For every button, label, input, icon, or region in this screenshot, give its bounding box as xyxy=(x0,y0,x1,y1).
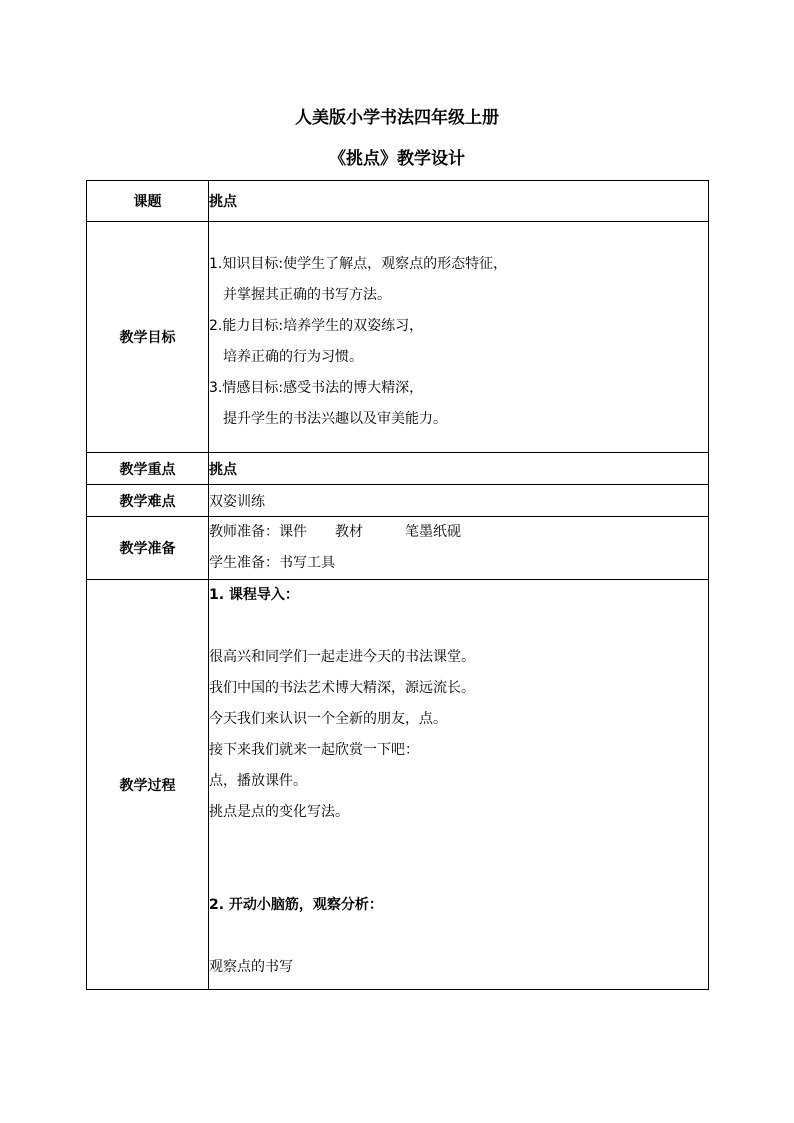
process-line: 今天我们来认识一个全新的朋友，点。 xyxy=(209,711,447,727)
key-point-value: 挑点 xyxy=(209,453,709,485)
blank-line xyxy=(209,921,708,952)
table-row-topic xyxy=(87,181,709,222)
goal-line: 2.能力目标:培养学生的双姿练习， xyxy=(209,318,424,334)
table-row-goals xyxy=(87,222,709,453)
blank-line xyxy=(209,611,708,642)
process-line: 观察点的书写 xyxy=(209,959,293,975)
document-subtitle: 《挑点》教学设计 xyxy=(329,149,465,169)
difficulty-label: 教学难点 xyxy=(87,485,209,517)
goal-line: 提升学生的书法兴趣以及审美能力。 xyxy=(223,411,447,427)
process-label: 教学过程 xyxy=(87,580,209,990)
goals-content xyxy=(209,222,709,453)
preparation-label: 教学准备 xyxy=(87,517,209,580)
process-line: 挑点是点的变化写法。 xyxy=(209,804,349,820)
key-point-label: 教学重点 xyxy=(87,453,209,485)
process-line: 我们中国的书法艺术博大精深，源远流长。 xyxy=(209,680,475,696)
process-section2-heading: 2. 开动小脑筋，观察分析： xyxy=(209,897,383,913)
table-row-key-point xyxy=(87,453,709,485)
preparation-content xyxy=(209,517,709,580)
goal-line: 并掌握其正确的书写方法。 xyxy=(223,287,391,303)
goal-line: 1.知识目标:使学生了解点，观察点的形态特征， xyxy=(209,256,508,272)
process-section1-heading: 1. 课程导入： xyxy=(209,587,299,603)
goal-line: 3.情感目标:感受书法的博大精深， xyxy=(209,380,424,396)
process-line: 接下来我们就来一起欣赏一下吧： xyxy=(209,742,419,758)
process-line: 点，播放课件。 xyxy=(209,773,307,789)
table-row-difficulty xyxy=(87,485,709,517)
table-row-preparation xyxy=(87,517,709,580)
process-content xyxy=(209,580,709,990)
difficulty-value: 双姿训练 xyxy=(209,485,709,517)
table-row-process xyxy=(87,580,709,990)
preparation-student: 学生准备：书写工具 xyxy=(209,555,335,571)
document-title: 人美版小学书法四年级上册 xyxy=(295,108,499,128)
preparation-teacher: 教师准备：课件 教材 笔墨纸砚 xyxy=(209,524,461,540)
topic-value: 挑点 xyxy=(209,181,709,222)
goal-line: 培养正确的行为习惯。 xyxy=(223,349,363,365)
topic-label: 课题 xyxy=(87,181,209,222)
process-line: 很高兴和同学们一起走进今天的书法课堂。 xyxy=(209,649,475,665)
goals-label: 教学目标 xyxy=(87,222,209,453)
lesson-plan-table xyxy=(86,180,709,990)
blank-line xyxy=(209,828,708,890)
